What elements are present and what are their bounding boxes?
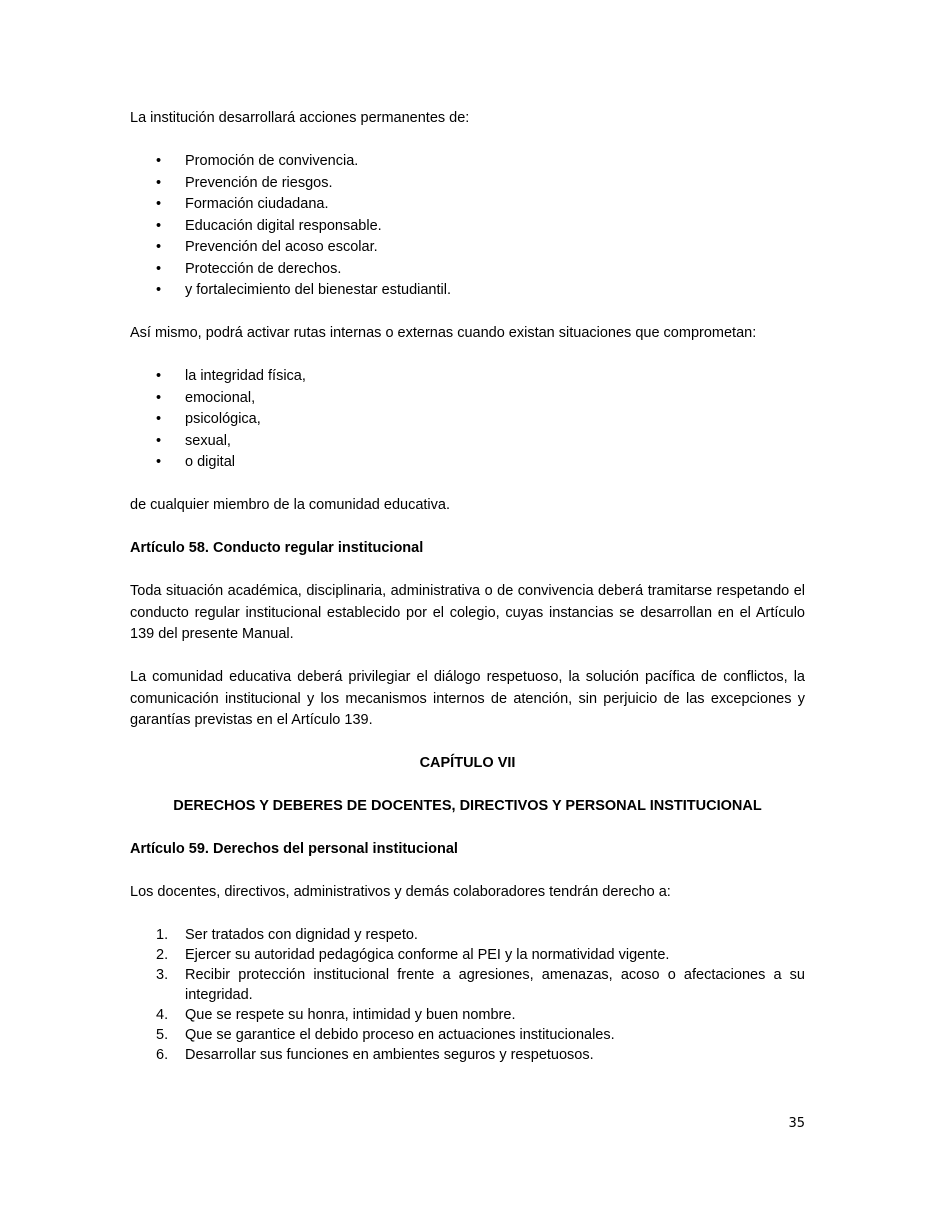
page-number: 35 <box>788 1116 805 1131</box>
list-item <box>130 965 805 1005</box>
list-item: • la integridad física, <box>130 366 805 388</box>
routes-outro: de cualquier miembro de la comunidad educativa. <box>130 497 450 513</box>
list-item <box>130 945 805 965</box>
item-number: 5. <box>156 1027 169 1043</box>
item-text: Ser tratados con dignidad y respeto. <box>185 927 418 943</box>
list-item <box>130 925 805 945</box>
list-item: • o digital <box>130 452 805 474</box>
actions-list <box>130 151 805 302</box>
list-item: • Educación digital responsable. <box>130 216 805 238</box>
article-59-intro: Los docentes, directivos, administrativos y demás colaboradores tendrán derecho a: <box>130 884 671 900</box>
routes-intro: Así mismo, podrá activar rutas internas o externas cuando existan situaciones que comprometan: <box>130 325 757 341</box>
list-item <box>130 1045 805 1065</box>
list-item: • sexual, <box>130 431 805 453</box>
list-item: • y fortalecimiento del bienestar estudiantil. <box>130 280 805 302</box>
item-number: 3. <box>156 967 169 983</box>
article-59-heading: Artículo 59. Derechos del personal institucional <box>130 841 458 857</box>
item-number: 1. <box>156 927 169 943</box>
list-item: • Formación ciudadana. <box>130 194 805 216</box>
item-number: 4. <box>156 1007 169 1023</box>
item-text: Que se garantice el debido proceso en actuaciones institucionales. <box>185 1027 615 1043</box>
page-content <box>130 108 805 1065</box>
list-item: • Protección de derechos. <box>130 259 805 281</box>
item-text: Desarrollar sus funciones en ambientes seguros y respetuosos. <box>185 1047 594 1063</box>
list-item: • Prevención del acoso escolar. <box>130 237 805 259</box>
item-text: Recibir protección institucional frente a agresiones, amenazas, acoso o afectaciones a su integridad. <box>185 967 805 1003</box>
item-text: Que se respete su honra, intimidad y buen nombre. <box>185 1007 516 1023</box>
item-number: 6. <box>156 1047 169 1063</box>
list-item <box>130 1025 805 1045</box>
list-item <box>130 1005 805 1025</box>
item-text: Ejercer su autoridad pedagógica conforme al PEI y la normatividad vigente. <box>185 947 670 963</box>
list-item: • psicológica, <box>130 409 805 431</box>
chapter-title: DERECHOS Y DEBERES DE DOCENTES, DIRECTIVOS Y PERSONAL INSTITUCIONAL <box>173 798 762 814</box>
list-item: • emocional, <box>130 388 805 410</box>
rights-list <box>130 925 805 1065</box>
article-58-paragraph-2: La comunidad educativa deberá privilegiar el diálogo respetuoso, la solución pacífica de conflictos, la comunicación institucional y los mecanismos internos de atención, sin perjuicio de las excepciones y garantías previstas en el Artículo 139. <box>130 669 805 728</box>
chapter-number: CAPÍTULO VII <box>419 755 516 771</box>
actions-intro: La institución desarrollará acciones permanentes de: <box>130 110 470 126</box>
item-number: 2. <box>156 947 169 963</box>
article-58-paragraph-1: Toda situación académica, disciplinaria, administrativa o de convivencia deberá tramitarse respetando el conducto regular institucional establecido por el colegio, cuyas instancias se desarrollan en el Artículo 139 del presente Manual. <box>130 583 805 642</box>
article-58-heading: Artículo 58. Conducto regular institucional <box>130 540 424 556</box>
integrity-list <box>130 366 805 474</box>
list-item: • Promoción de convivencia. <box>130 151 805 173</box>
list-item: • Prevención de riesgos. <box>130 173 805 195</box>
